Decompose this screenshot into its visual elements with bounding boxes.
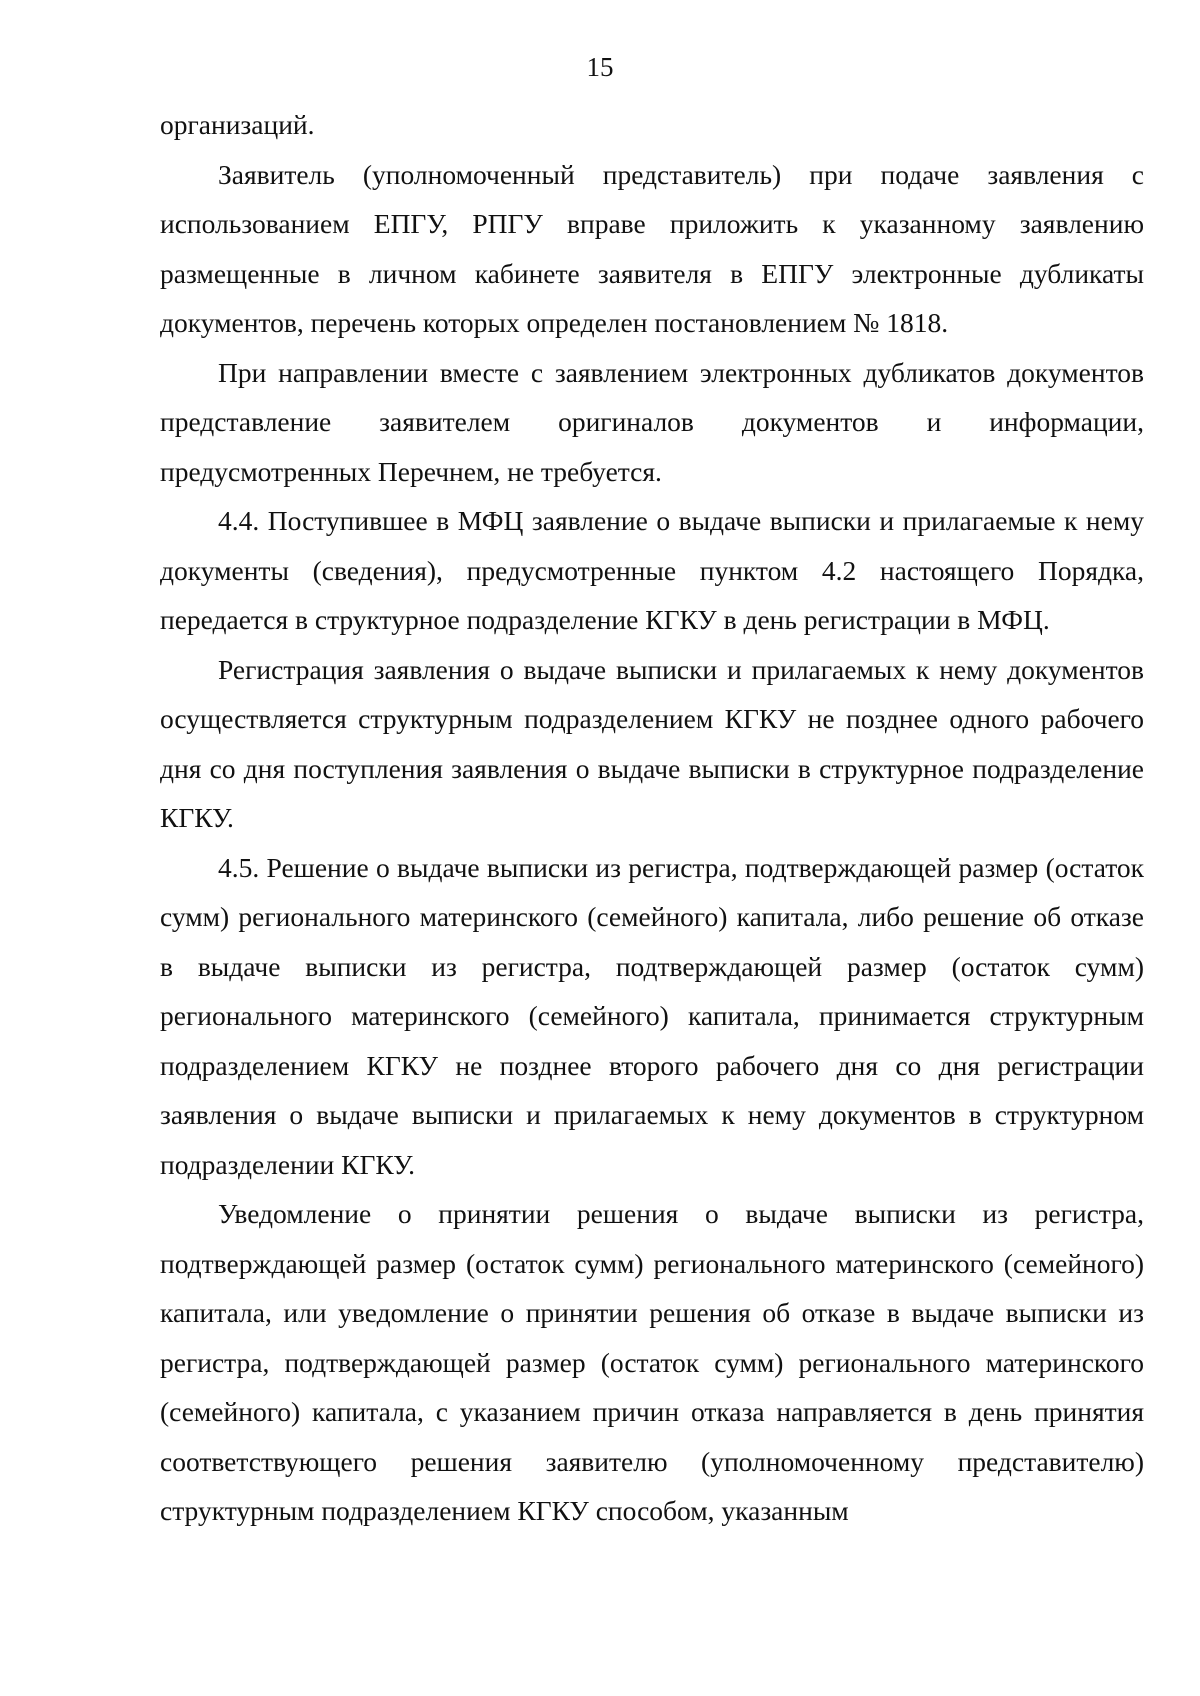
paragraph-section-4-4: 4.4. Поступившее в МФЦ заявление о выдаче выписки и прилагаемые к нему документы (сведения), предусмотренные пунктом 4.2 настоящего Порядка, передается в структурное подразделение КГКУ в день регистрации в МФЦ.: [160, 505, 1144, 635]
paragraph-applicant-duplicates: Заявитель (уполномоченный представитель) при подаче заявления с использованием ЕПГУ, РПГУ вправе приложить к указанному заявлению размещенные в личном кабинете заявителя в ЕПГУ электронные дубликаты документов, перечень которых определен постановлением № 1818.: [160, 158, 1144, 338]
paragraph-section-4-5: 4.5. Решение о выдаче выписки из регистра, подтверждающей размер (остаток сумм) регионального материнского (семейного) капитала, либо решение об отказе в выдаче выписки из регистра, подтверждающей размер (остаток сумм) регионального материнского (семейного) капитала, принимается структурным подразделением КГКУ не позднее второго рабочего дня со дня регистрации заявления о выдаче выписки и прилагаемых к нему документов в структурном подразделении КГКУ.: [160, 851, 1144, 1180]
paragraph-continuation: организаций.: [160, 109, 315, 140]
paragraph-notification: Уведомление о принятии решения о выдаче выписки из регистра, подтверждающей размер (остаток сумм) регионального материнского (семейного) капитала, или уведомление о принятии решения об отказе в выдаче выписки из регистра, подтверждающей размер (остаток сумм) регионального материнского (семейного) капитала, с указанием причин отказа направляется в день принятия соответствующего решения заявителю (уполномоченному представителю) структурным подразделением КГКУ способом, указанным: [160, 1198, 1144, 1526]
page-number: 15: [586, 52, 614, 82]
paragraph-originals-not-required: При направлении вместе с заявлением электронных дубликатов документов представление заявителем оригиналов документов и информации, предусмотренных Перечнем, не требуется.: [160, 356, 1144, 487]
document-body: [160, 100, 1144, 1536]
paragraph-registration: Регистрация заявления о выдаче выписки и прилагаемых к нему документов осуществляется структурным подразделением КГКУ не позднее одного рабочего дня со дня поступления заявления о выдаче выписки в структурное подразделение КГКУ.: [160, 653, 1144, 833]
